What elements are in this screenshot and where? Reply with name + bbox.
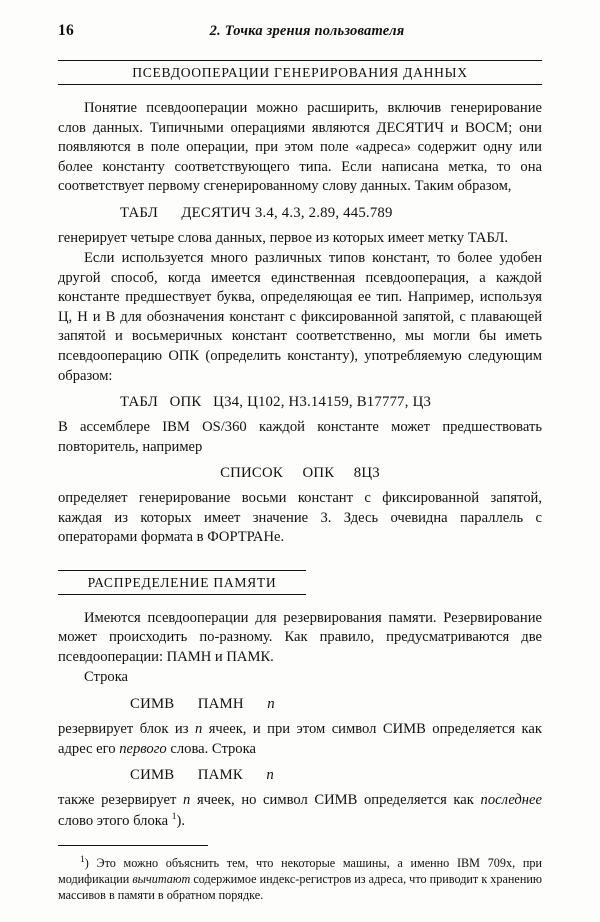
footnote: $^1$) Это можно объяснить тем, что некоторые машины, а именно IBM 709x, при модификации вычитают содержимое индекс-регистров из адреса, что приводит к хранению массивов в памяти в обратном порядке. xyxy=(58,855,542,903)
paragraph: Строка xyxy=(84,669,129,686)
code-line: ТАБЛ ОПК Ц34, Ц102, Н3.14159, В17777, Ц3 xyxy=(120,394,432,411)
paragraph: определяет генерирование восьми констант с фиксированной запятой, каждая из которых имеет значение 3. Здесь очевидна параллель с операторами формата в ФОРТРАНе. xyxy=(58,490,542,546)
code-line xyxy=(58,767,542,784)
section-heading-memory-allocation: РАСПРЕДЕЛЕНИЕ ПАМЯТИ xyxy=(58,570,306,595)
inline-last: последнее xyxy=(480,792,543,809)
code-text: СИМВ ПАМК xyxy=(130,767,267,784)
inline-subtract: вычитают xyxy=(132,872,191,887)
page-number: 16 xyxy=(58,22,74,39)
footnote-marker: 1 xyxy=(80,855,85,866)
section-heading-data-generation: ПСЕВДООПЕРАЦИИ ГЕНЕРИРОВАНИЯ ДАННЫХ xyxy=(58,60,542,85)
paragraph: также резервирует n ячеек, но символ СИМВ определяется как последнее слово этого блока $^1$). xyxy=(58,792,543,829)
operand-n: n xyxy=(266,767,274,784)
operand-n: n xyxy=(267,696,275,713)
running-head xyxy=(58,22,542,46)
footnote-divider xyxy=(58,845,208,846)
paragraph: Имеются псевдооперации для резервирования памяти. Резервирование может происходить по-разному. Как правило, предусматриваются две псевдооперации: ПАМН и ПАМК. xyxy=(58,609,542,665)
paragraph: Если используется много различных типов констант, то более удобен другой способ, когда имеется единственная псевдооперация, а каждой константе предшествует буква, определяющая ее тип. Например, используя Ц, Н и В для обозначения констант с фиксированной запятой, с плавающей запятой и восьмеричных констант соответственно, мы могли бы иметь псевдооперацию ОПК (определить константу), употребляемую следующим образом: xyxy=(58,250,542,384)
code-line xyxy=(58,696,542,713)
paragraph: В ассемблере IBM OS/360 каждой константе может предшествовать повторитель, например xyxy=(58,419,542,455)
code-text: СИМВ ПАМН xyxy=(130,696,268,713)
code-line: СПИСОК ОПК 8Ц3 xyxy=(220,465,380,482)
inline-n: n xyxy=(194,721,203,738)
inline-n: n xyxy=(183,792,191,809)
paragraph: Понятие псевдооперации можно расширить, включив генерирование слов данных. Типичными операциями являются ДЕСЯТИЧ и ВОСМ; они появляются в поле операции, при этом поле «адреса» содержит одну или более константу соответствующего типа. Если написана метка, то она соответствует первому сгенерированному слову данных. Таким образом, xyxy=(58,100,542,195)
chapter-title: 2. Точка зрения пользователя xyxy=(209,23,405,39)
inline-first: первого xyxy=(119,740,167,757)
footnote-marker: 1 xyxy=(171,811,177,822)
paragraph: генерирует четыре слова данных, первое из которых имеет метку ТАБЛ. xyxy=(58,229,509,246)
paragraph: резервирует блок из n ячеек, и при этом символ СИМВ определяется как адрес его первого слова. Строка xyxy=(58,721,542,757)
code-line: ТАБЛ ДЕСЯТИЧ 3.4, 4.3, 2.89, 445.789 xyxy=(120,204,393,221)
